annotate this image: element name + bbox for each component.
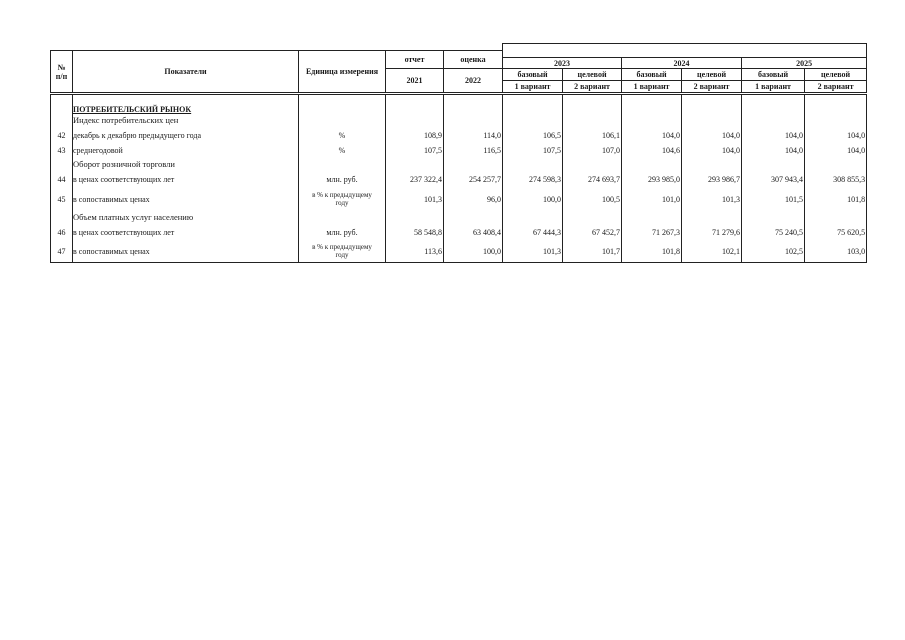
base-scenario-header: базовый xyxy=(622,69,682,81)
col-header-indicators: Показатели xyxy=(73,51,299,94)
year-header-2025: 2025 xyxy=(742,58,867,69)
variant-2-header: 2 вариант xyxy=(563,81,622,94)
value-2022: 114,0 xyxy=(444,128,503,144)
empty-cell xyxy=(563,114,622,128)
value-2024-target: 71 279,6 xyxy=(682,225,742,241)
empty-cell xyxy=(682,158,742,172)
value-2021: 108,9 xyxy=(386,128,444,144)
value-2023-target: 101,7 xyxy=(563,241,622,263)
empty-cell xyxy=(51,94,73,114)
empty-cell xyxy=(386,158,444,172)
col-header-report: отчет xyxy=(386,51,444,69)
indicator-label: в ценах соответствующих лет xyxy=(73,225,299,241)
value-2023-target: 106,1 xyxy=(563,128,622,144)
empty-cell xyxy=(682,94,742,114)
table-row xyxy=(51,128,867,144)
value-2025-target: 103,0 xyxy=(805,241,867,263)
unit-cell: в % к предыдущему году xyxy=(299,241,386,263)
value-2023-target: 274 693,7 xyxy=(563,172,622,188)
empty-cell xyxy=(386,94,444,114)
group-label: Индекс потребительских цен xyxy=(73,114,299,128)
value-2023-target: 100,5 xyxy=(563,188,622,211)
value-2023-base: 274 598,3 xyxy=(503,172,563,188)
empty-cell xyxy=(622,94,682,114)
value-2023-base: 107,5 xyxy=(503,144,563,158)
year-header-2024: 2024 xyxy=(622,58,742,69)
value-2024-base: 101,0 xyxy=(622,188,682,211)
group-row xyxy=(51,114,867,128)
year-header-2023: 2023 xyxy=(503,58,622,69)
value-2024-base: 101,8 xyxy=(622,241,682,263)
value-2023-base: 106,5 xyxy=(503,128,563,144)
group-label: Оборот розничной торговли xyxy=(73,158,299,172)
empty-cell xyxy=(805,114,867,128)
value-2024-target: 102,1 xyxy=(682,241,742,263)
empty-cell xyxy=(386,114,444,128)
table-row xyxy=(51,188,867,211)
number-label: № xyxy=(57,62,66,72)
unit-cell: % xyxy=(299,128,386,144)
group-row xyxy=(51,158,867,172)
empty-cell xyxy=(622,114,682,128)
forecast-table xyxy=(50,43,867,263)
empty-cell xyxy=(299,211,386,225)
value-2024-base: 293 985,0 xyxy=(622,172,682,188)
value-2021: 58 548,8 xyxy=(386,225,444,241)
value-2024-base: 71 267,3 xyxy=(622,225,682,241)
target-scenario-header: целевой xyxy=(805,69,867,81)
variant-2-header: 2 вариант xyxy=(805,81,867,94)
value-2024-base: 104,6 xyxy=(622,144,682,158)
value-2022: 100,0 xyxy=(444,241,503,263)
table-row xyxy=(51,241,867,263)
row-number: 44 xyxy=(51,172,73,188)
empty-cell xyxy=(503,211,563,225)
value-2021: 113,6 xyxy=(386,241,444,263)
value-2022: 96,0 xyxy=(444,188,503,211)
table-header xyxy=(51,44,867,94)
section-title: ПОТРЕБИТЕЛЬСКИЙ РЫНОК xyxy=(73,104,192,114)
value-2021: 237 322,4 xyxy=(386,172,444,188)
value-2023-target: 107,0 xyxy=(563,144,622,158)
value-2022: 116,5 xyxy=(444,144,503,158)
group-label: Объем платных услуг населению xyxy=(73,211,299,225)
target-scenario-header: целевой xyxy=(682,69,742,81)
target-scenario-header: целевой xyxy=(563,69,622,81)
value-2025-base: 104,0 xyxy=(742,128,805,144)
value-2024-target: 104,0 xyxy=(682,144,742,158)
value-2025-base: 104,0 xyxy=(742,144,805,158)
empty-cell xyxy=(444,94,503,114)
value-2025-target: 75 620,5 xyxy=(805,225,867,241)
empty-cell xyxy=(503,158,563,172)
indicator-label: декабрь к декабрю предыдущего года xyxy=(73,128,299,144)
empty-cell xyxy=(622,158,682,172)
indicator-label: в сопоставимых ценах xyxy=(73,241,299,263)
empty-cell xyxy=(805,158,867,172)
empty-cell xyxy=(563,211,622,225)
row-number: 42 xyxy=(51,128,73,144)
unit-cell: в % к предыдущему году xyxy=(299,188,386,211)
value-2025-target: 104,0 xyxy=(805,128,867,144)
value-2022: 63 408,4 xyxy=(444,225,503,241)
value-2025-target: 308 855,3 xyxy=(805,172,867,188)
row-number: 43 xyxy=(51,144,73,158)
empty-cell xyxy=(805,94,867,114)
number-sub-label: п/п xyxy=(55,71,68,81)
indicator-label: в ценах соответствующих лет xyxy=(73,172,299,188)
empty-cell xyxy=(51,211,73,225)
forecast-period-header xyxy=(503,44,867,58)
value-2025-base: 307 943,4 xyxy=(742,172,805,188)
empty-cell xyxy=(299,158,386,172)
empty-cell xyxy=(503,94,563,114)
empty-cell xyxy=(299,114,386,128)
col-header-estimate: оценка xyxy=(444,51,503,69)
variant-1-header: 1 вариант xyxy=(742,81,805,94)
variant-2-header: 2 вариант xyxy=(682,81,742,94)
table-row xyxy=(51,144,867,158)
indicator-label: в сопоставимых ценах xyxy=(73,188,299,211)
empty-cell xyxy=(742,94,805,114)
value-2023-base: 101,3 xyxy=(503,241,563,263)
col-header-number xyxy=(51,51,73,94)
value-2024-target: 293 986,7 xyxy=(682,172,742,188)
value-2025-base: 75 240,5 xyxy=(742,225,805,241)
empty-cell xyxy=(563,158,622,172)
empty-cell xyxy=(622,211,682,225)
base-scenario-header: базовый xyxy=(503,69,563,81)
empty-cell xyxy=(444,114,503,128)
value-2024-base: 104,0 xyxy=(622,128,682,144)
unit-cell: % xyxy=(299,144,386,158)
header-spacer xyxy=(51,44,503,51)
empty-cell xyxy=(503,114,563,128)
empty-cell xyxy=(742,211,805,225)
empty-cell xyxy=(563,94,622,114)
empty-cell xyxy=(444,211,503,225)
empty-cell xyxy=(742,114,805,128)
empty-cell xyxy=(742,158,805,172)
indicator-label: среднегодовой xyxy=(73,144,299,158)
value-2025-base: 102,5 xyxy=(742,241,805,263)
value-2024-target: 104,0 xyxy=(682,128,742,144)
variant-1-header: 1 вариант xyxy=(622,81,682,94)
row-number: 47 xyxy=(51,241,73,263)
table-body xyxy=(51,94,867,263)
value-2023-base: 100,0 xyxy=(503,188,563,211)
value-2021: 107,5 xyxy=(386,144,444,158)
unit-cell: млн. руб. xyxy=(299,172,386,188)
unit-cell: млн. руб. xyxy=(299,225,386,241)
col-header-unit: Единица измерения xyxy=(299,51,386,94)
row-number: 45 xyxy=(51,188,73,211)
value-2025-target: 101,8 xyxy=(805,188,867,211)
value-2025-target: 104,0 xyxy=(805,144,867,158)
section-title-cell xyxy=(73,94,299,114)
value-2023-base: 67 444,3 xyxy=(503,225,563,241)
empty-cell xyxy=(51,114,73,128)
value-2021: 101,3 xyxy=(386,188,444,211)
empty-cell xyxy=(682,114,742,128)
table-row xyxy=(51,172,867,188)
value-2022: 254 257,7 xyxy=(444,172,503,188)
report-year: 2021 xyxy=(386,69,444,94)
empty-cell xyxy=(444,158,503,172)
empty-cell xyxy=(386,211,444,225)
empty-cell xyxy=(299,94,386,114)
section-row xyxy=(51,94,867,114)
row-number: 46 xyxy=(51,225,73,241)
group-row xyxy=(51,211,867,225)
base-scenario-header: базовый xyxy=(742,69,805,81)
variant-1-header: 1 вариант xyxy=(503,81,563,94)
value-2025-base: 101,5 xyxy=(742,188,805,211)
empty-cell xyxy=(51,158,73,172)
value-2024-target: 101,3 xyxy=(682,188,742,211)
empty-cell xyxy=(805,211,867,225)
value-2023-target: 67 452,7 xyxy=(563,225,622,241)
estimate-year: 2022 xyxy=(444,69,503,94)
table-row xyxy=(51,225,867,241)
empty-cell xyxy=(682,211,742,225)
